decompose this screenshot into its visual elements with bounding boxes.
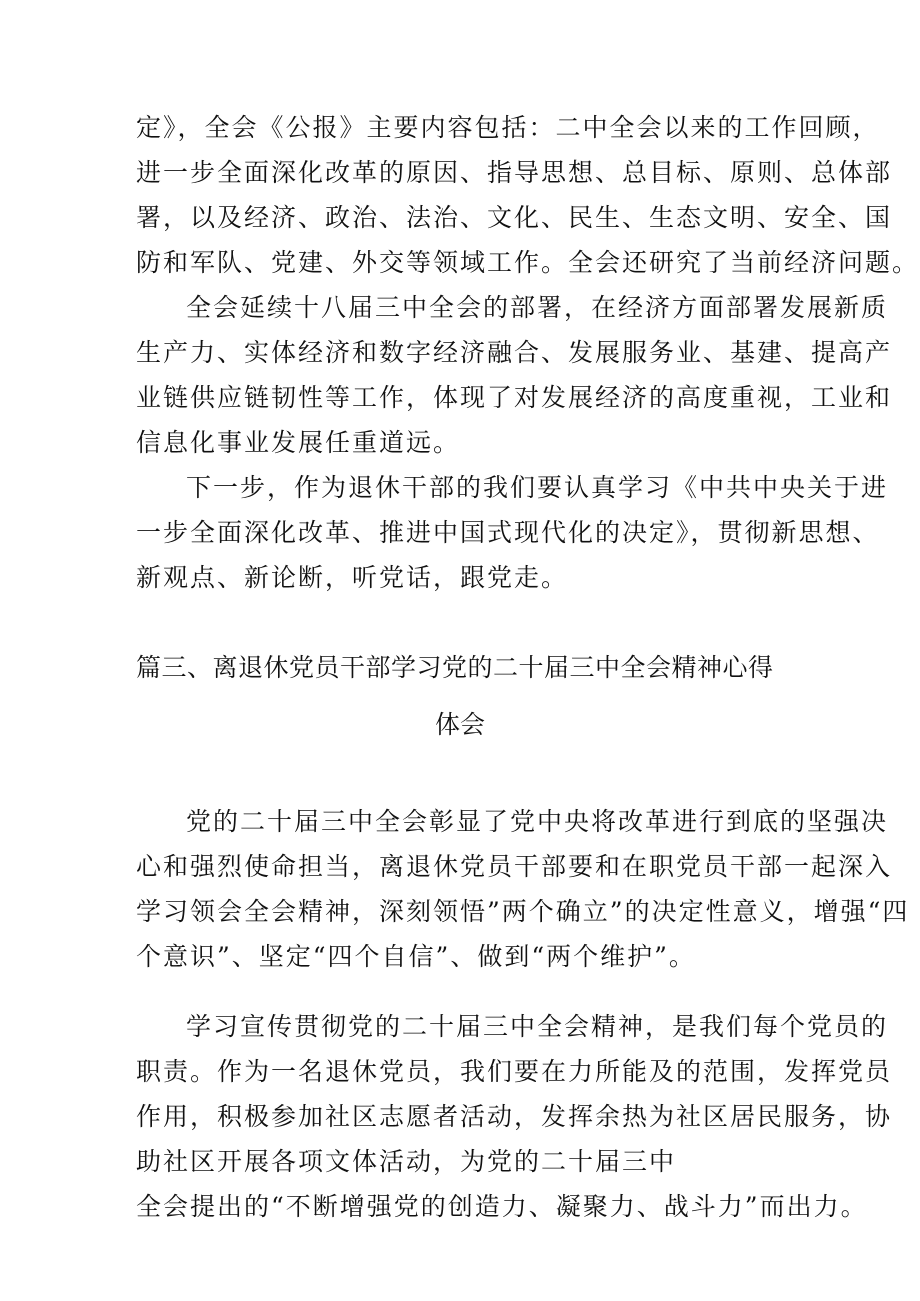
body-text-line: 署，以及经济、政治、法治、文化、民生、生态文明、安全、国 <box>136 203 893 232</box>
section-heading: 篇三、离退休党员干部学习党的二十届三中全会精神心得 <box>136 653 774 682</box>
body-text-line: 新观点、新论断，听党话，跟党走。 <box>136 563 569 592</box>
paragraph-start-line: 全会延续十八届三中全会的部署，在经济方面部署发展新质 <box>186 293 889 322</box>
body-text-line: 业链供应链韧性等工作，体现了对发展经济的高度重视，工业和 <box>136 383 893 412</box>
body-text-line: 助社区开展各项文体活动，为党的二十届三中 <box>136 1147 677 1176</box>
body-text-line: 信息化事业发展任重道远。 <box>136 428 461 457</box>
section-heading-continued: 体会 <box>434 710 485 739</box>
body-text-line: 生产力、实体经济和数字经济融合、发展服务业、基建、提高产 <box>136 338 893 367</box>
body-text-line: 学习领会全会精神，深刻领悟”两个确立”的决定性意义，增强“四 <box>136 897 910 926</box>
body-text-line: 定》，全会《公报》主要内容包括：二中全会以来的工作回顾， <box>136 113 880 142</box>
body-text-line: 进一步全面深化改革的原因、指导思想、总目标、原则、总体部 <box>136 158 893 187</box>
body-text-line: 一步全面深化改革、推进中国式现代化的决定》，贯彻新思想、 <box>136 518 880 547</box>
body-text-line: 作用，积极参加社区志愿者活动，发挥余热为社区居民服务，协 <box>136 1102 893 1131</box>
body-text-line: 心和强烈使命担当，离退休党员干部要和在职党员干部一起深入 <box>136 852 893 881</box>
body-text-line: 全会提出的“不断增强党的创造力、凝聚力、战斗力”而出力。 <box>136 1192 868 1221</box>
body-text-line: 职责。作为一名退休党员，我们要在力所能及的范围，发挥党员 <box>136 1057 893 1086</box>
paragraph-start-line: 学习宣传贯彻党的二十届三中全会精神，是我们每个党员的 <box>186 1012 889 1041</box>
body-text-line: 个意识”、坚定“四个自信”、做到“两个维护”。 <box>136 942 696 971</box>
body-text-line: 防和军队、党建、外交等领域工作。全会还研究了当前经济问题。 <box>136 248 920 277</box>
paragraph-start-line: 下一步，作为退休干部的我们要认真学习《中共中央关于进 <box>186 473 889 502</box>
paragraph-start-line: 党的二十届三中全会彰显了党中央将改革进行到底的坚强决 <box>186 807 889 836</box>
